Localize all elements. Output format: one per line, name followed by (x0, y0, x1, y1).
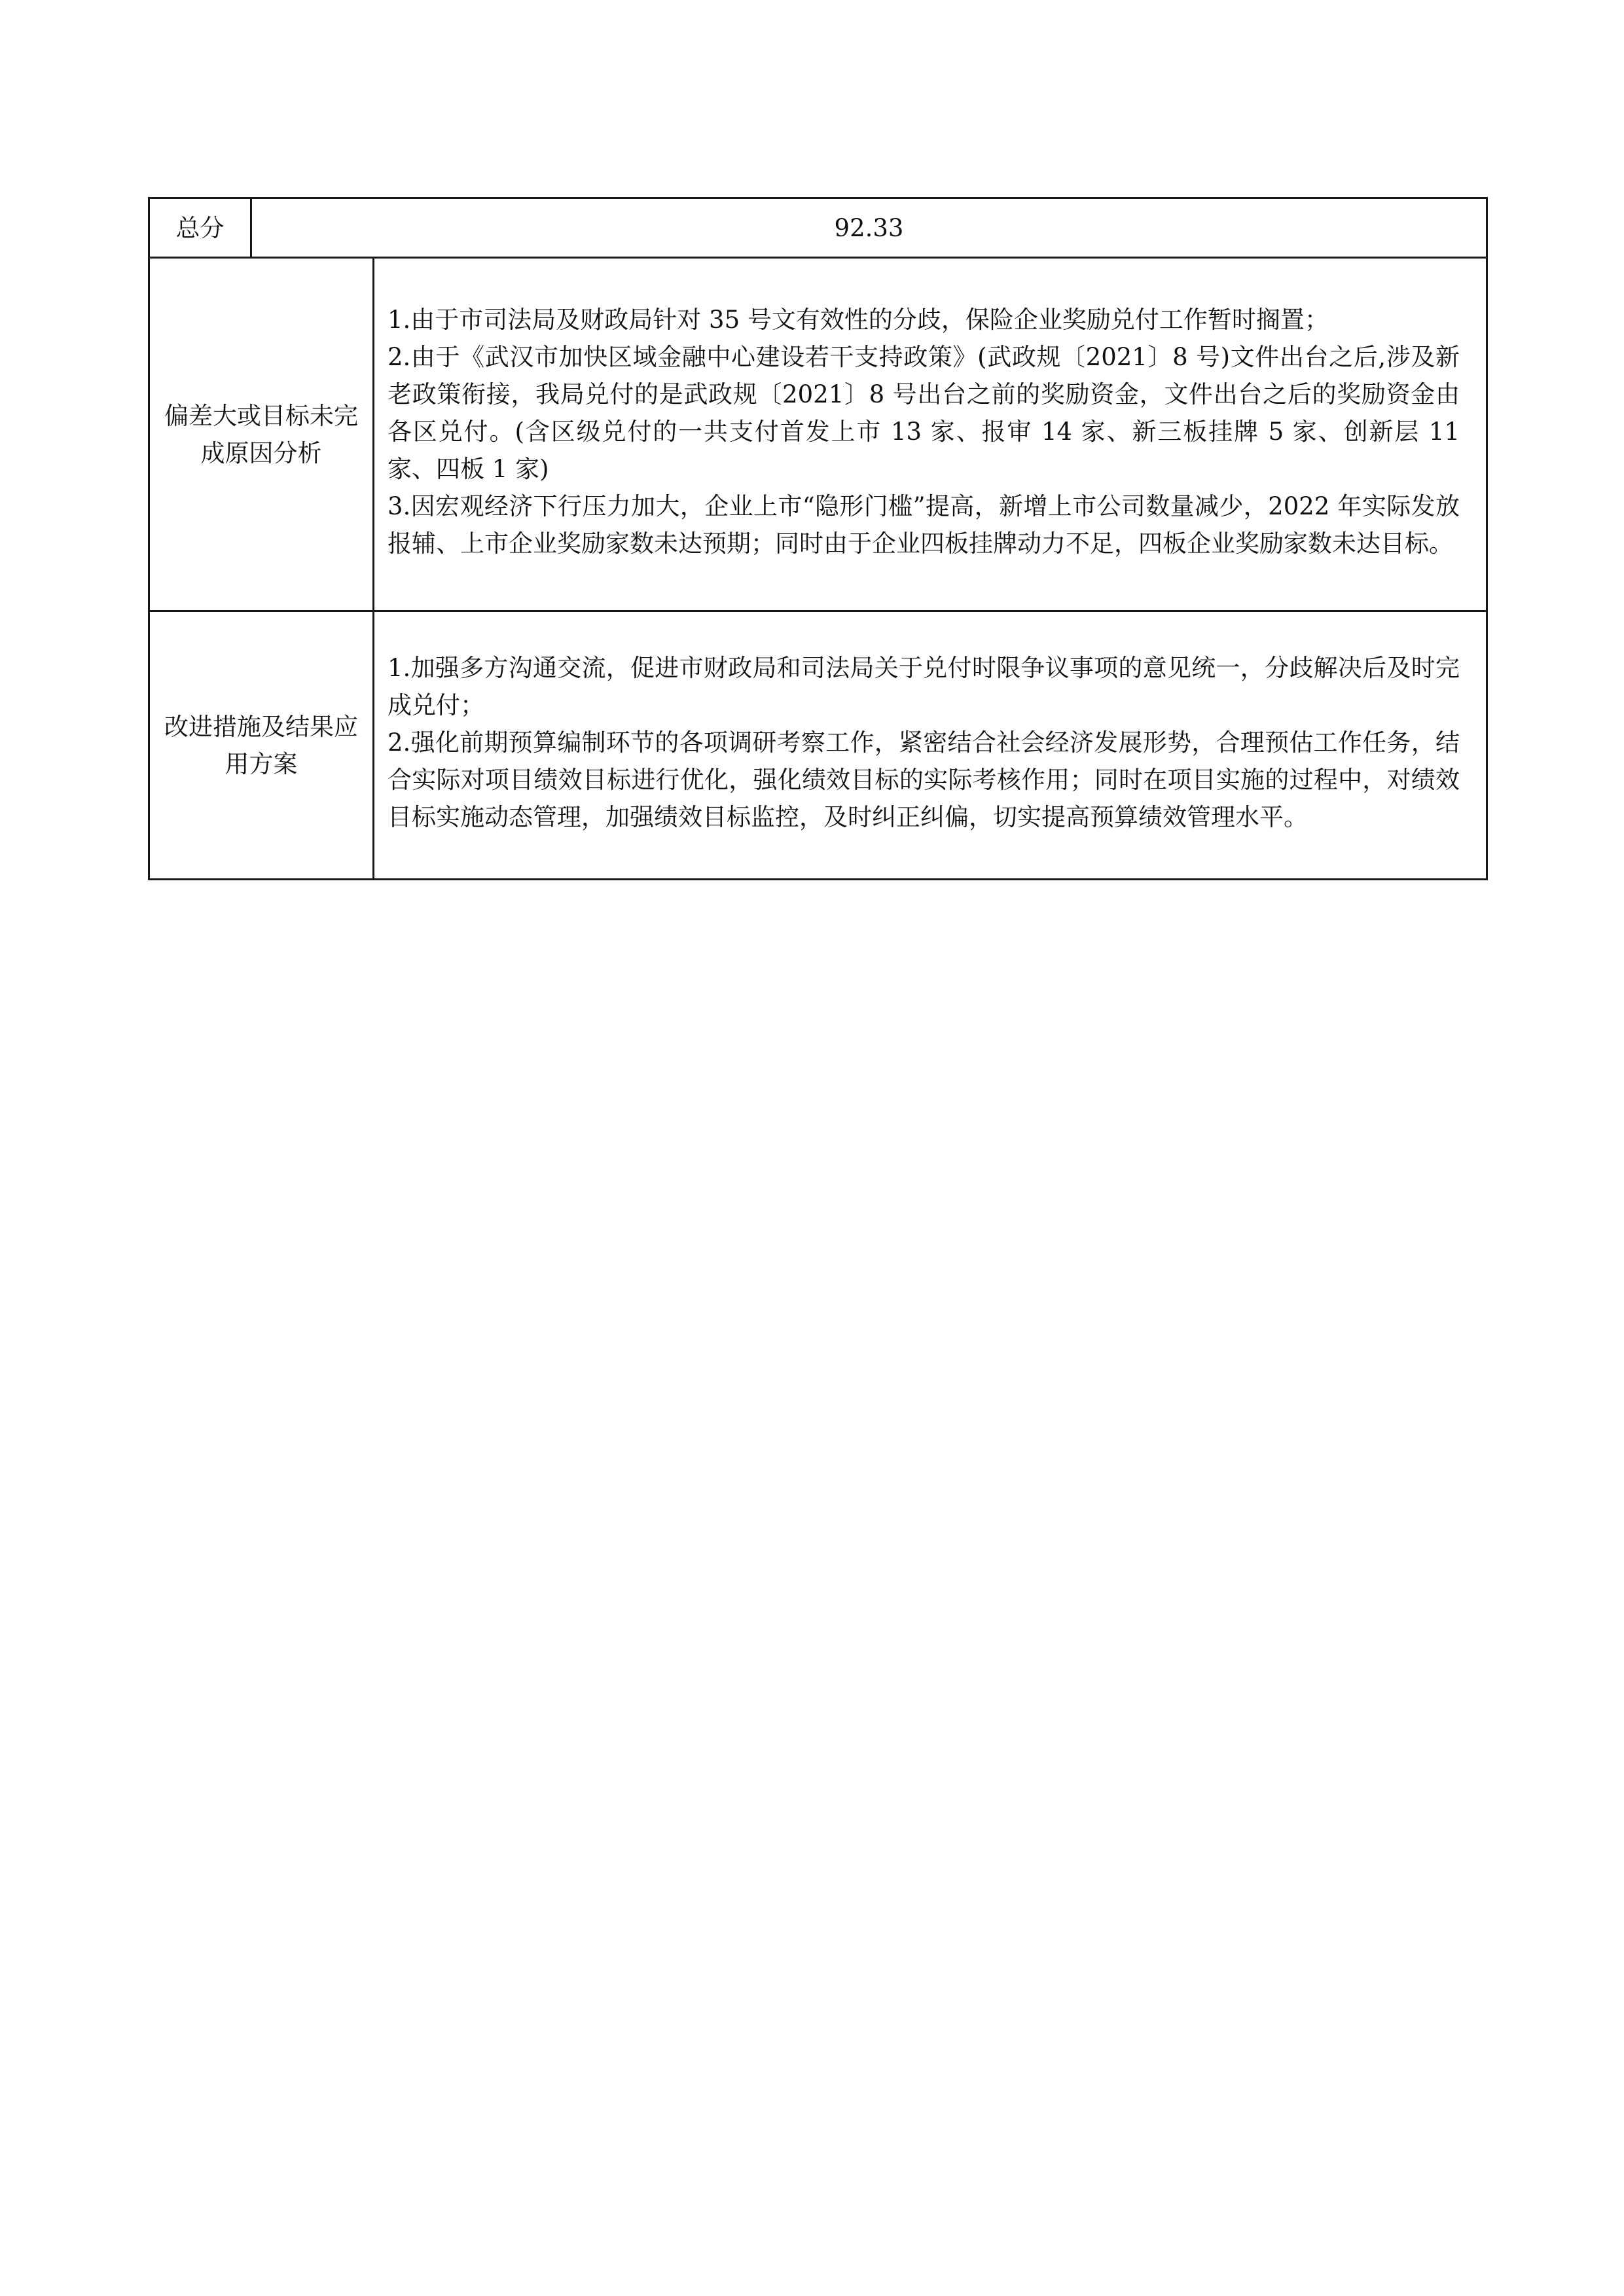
deviation-label: 偏差大或目标未完成原因分析 (164, 401, 358, 467)
improvement-paragraph-1: 1.加强多方沟通交流，促进市财政局和司法局关于兑付时限争议事项的意见统一，分歧解决后及时完成兑付； (388, 654, 1460, 719)
improvement-label: 改进措施及结果应用方案 (164, 712, 358, 778)
improvement-paragraph-2: 2.强化前期预算编制环节的各项调研考察工作，紧密结合社会经济发展形势，合理预估工作任务，结合实际对项目绩效目标进行优化，强化绩效目标的实际考核作用；同时在项目实施的过程中，对绩效目标实施动态管理，加强绩效目标监控，及时纠正纠偏，切实提高预算绩效管理水平。 (388, 728, 1460, 831)
total-score-label-cell (149, 198, 251, 258)
improvement-label-cell (149, 611, 374, 880)
improvement-content-cell (374, 611, 1487, 880)
deviation-paragraph-3: 3.因宏观经济下行压力加大，企业上市“隐形门槛”提高，新增上市公司数量减少，2022 年实际发放报辅、上市企业奖励家数未达预期；同时由于企业四板挂牌动力不足，四板企业奖励家数未达目标。 (388, 492, 1460, 558)
improvement-plan-row (149, 611, 1487, 880)
total-score-value: 92.33 (834, 213, 904, 242)
deviation-paragraph-1: 1.由于市司法局及财政局针对 35 号文有效性的分歧，保险企业奖励兑付工作暂时搁置； (388, 306, 1329, 334)
total-score-row (149, 198, 1487, 258)
total-score-value-cell (251, 198, 1487, 258)
deviation-paragraph-2: 2.由于《武汉市加快区域金融中心建设若干支持政策》(武政规〔2021〕8 号)文件出台之后,涉及新老政策衔接，我局兑付的是武政规〔2021〕8 号出台之前的奖励资金，文件出台之后的奖励资金由各区兑付。(含区级兑付的一共支付首发上市 13 家、报审 14 家、新三板挂牌 5 家、创新层 11 家、四板 1 家) (388, 343, 1460, 483)
total-score-label: 总分 (175, 213, 225, 242)
deviation-label-cell (149, 258, 374, 611)
performance-table (148, 197, 1488, 880)
deviation-content-cell (374, 258, 1487, 611)
deviation-analysis-row (149, 258, 1487, 611)
